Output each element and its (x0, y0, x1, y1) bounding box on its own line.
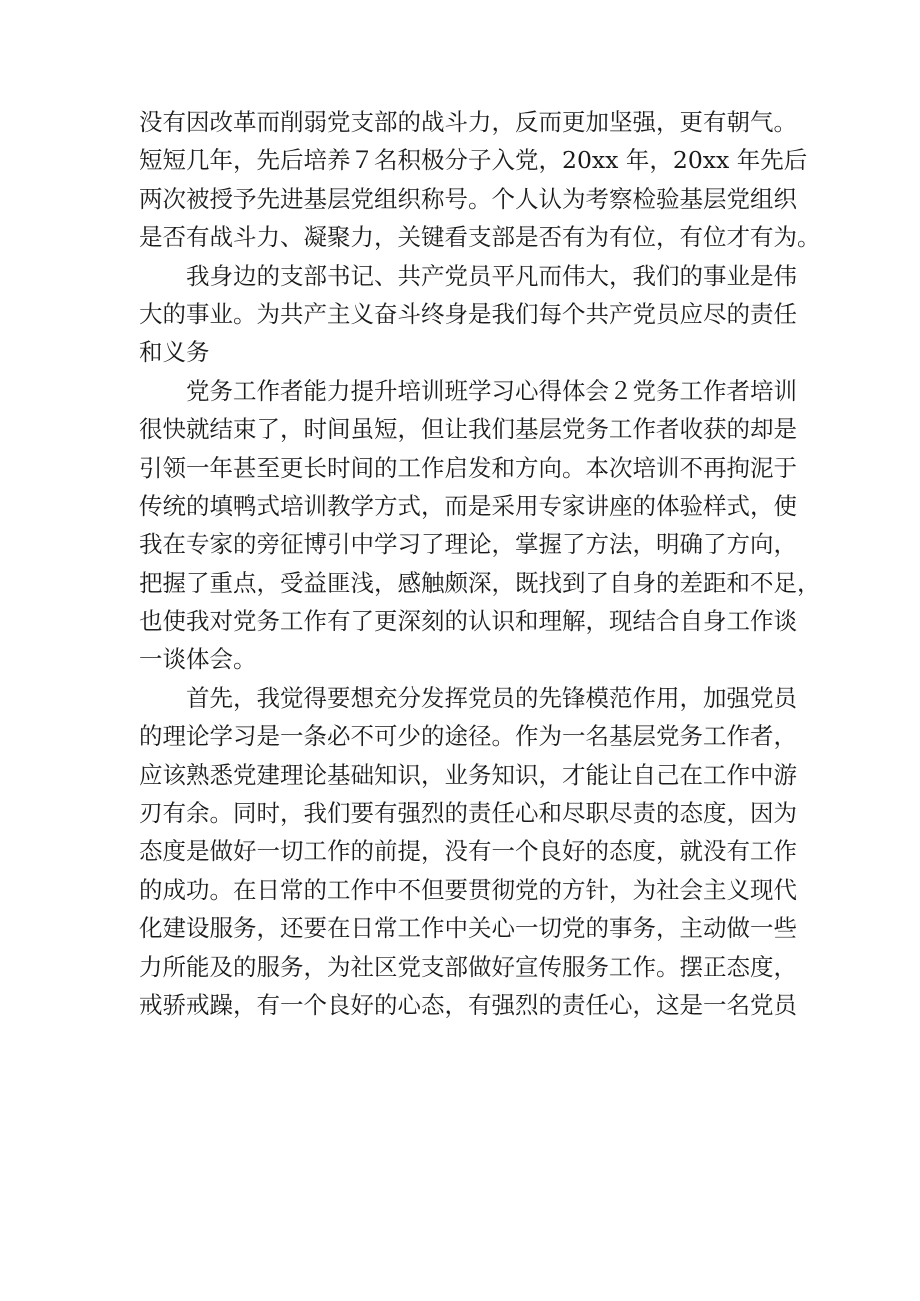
text-line: 首先，我觉得要想充分发挥党员的先锋模范作用，加强党员 (186, 683, 797, 712)
text-line: 是否有战斗力、凝聚力，关键看支部是否有为有位，有位才有为。 (139, 223, 821, 252)
text-line: 刃有余。同时，我们要有强烈的责任心和尽职尽责的态度，因为 (139, 799, 797, 828)
text-line: 态度是做好一切工作的前提，没有一个良好的态度，就没有工作 (139, 837, 797, 866)
text-line: 党务工作者能力提升培训班学习心得体会２党务工作者培训 (186, 376, 797, 405)
text-line: 的理论学习是一条必不可少的途径。作为一名基层党务工作者， (139, 722, 797, 751)
text-line: 没有因改革而削弱党支部的战斗力，反而更加坚强，更有朝气。 (139, 108, 797, 136)
text-line: 应该熟悉党建理论基础知识，业务知识，才能让自己在工作中游 (139, 760, 797, 789)
text-line: 的成功。在日常的工作中不但要贯彻党的方针，为社会主义现代 (139, 875, 797, 904)
text-line: 传统的填鸭式培训教学方式，而是采用专家讲座的体验样式，使 (139, 491, 797, 520)
text-line: 我身边的支部书记、共产党员平凡而伟大，我们的事业是伟 (186, 261, 797, 290)
document-body (139, 103, 821, 1024)
text-line: 一谈体会。 (139, 645, 257, 674)
text-line: 大的事业。为共产主义奋斗终身是我们每个共产党员应尽的责任 (139, 299, 797, 328)
text-line: 戒骄戒躁，有一个良好的心态，有强烈的责任心，这是一名党员 (139, 990, 797, 1019)
text-line: 短短几年，先后培养７名积极分子入党，20xx 年，20xx 年先后 (139, 146, 808, 175)
text-line: 我在专家的旁征博引中学习了理论，掌握了方法，明确了方向， (139, 530, 797, 559)
paragraph-3 (139, 372, 821, 679)
text-line: 引领一年甚至更长时间的工作启发和方向。本次培训不再拘泥于 (139, 453, 797, 482)
paragraph-1 (139, 103, 821, 257)
text-line: 和义务 (139, 338, 210, 367)
text-line: 化建设服务，还要在日常工作中关心一切党的事务，主动做一些 (139, 914, 797, 943)
text-line: 力所能及的服务，为社区党支部做好宣传服务工作。摆正态度， (139, 952, 797, 981)
text-line: 也使我对党务工作有了更深刻的认识和理解，现结合自身工作谈 (139, 607, 797, 636)
text-line: 把握了重点，受益匪浅，感触颇深，既找到了自身的差距和不足， (139, 568, 821, 597)
paragraph-4 (139, 679, 797, 1025)
text-line: 很快就结束了，时间虽短，但让我们基层党务工作者收获的却是 (139, 415, 797, 444)
text-line: 两次被授予先进基层党组织称号。个人认为考察检验基层党组织 (139, 184, 797, 213)
paragraph-2 (139, 257, 797, 372)
